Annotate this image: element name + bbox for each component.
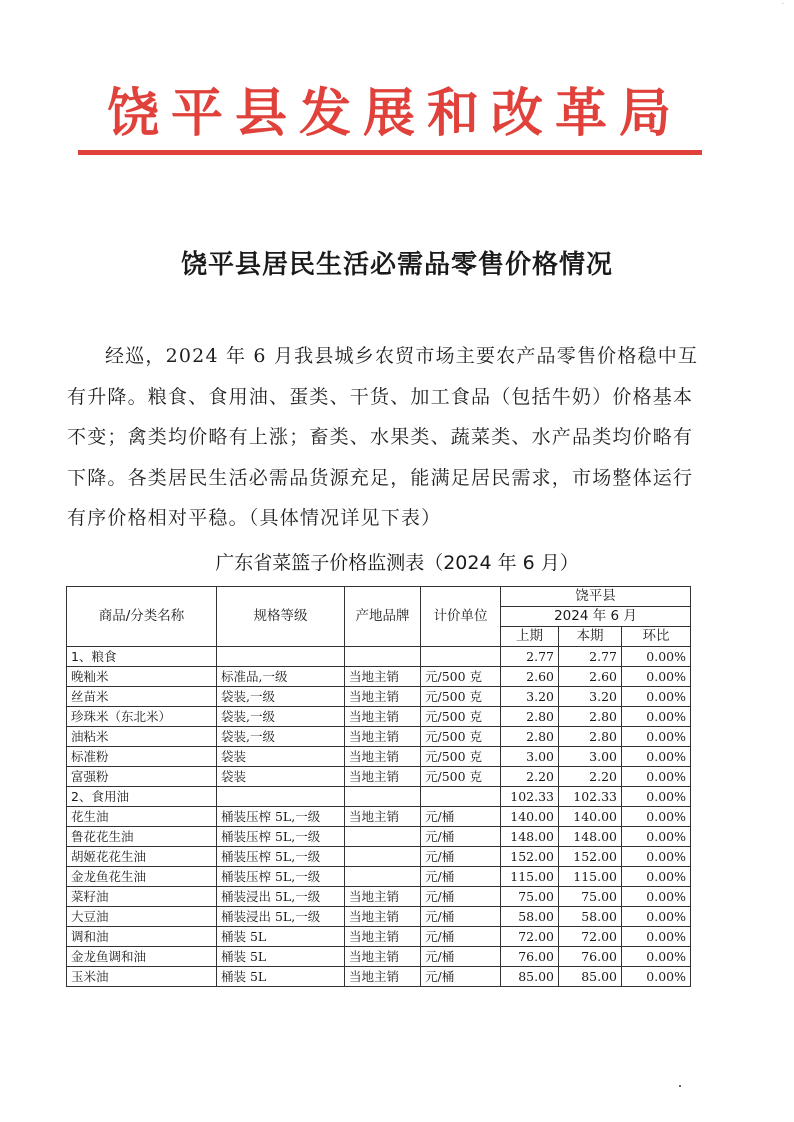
cell-unit: 元/桶 bbox=[421, 867, 501, 887]
cell-product: 油粘米 bbox=[67, 727, 217, 747]
cell-curr: 2.80 bbox=[559, 727, 622, 747]
table-row bbox=[67, 887, 691, 907]
cell-spec: 袋装 bbox=[217, 767, 345, 787]
table-body bbox=[67, 647, 691, 987]
table-title: 广东省菜篮子价格监测表（2024 年 6 月） bbox=[215, 552, 579, 574]
intro-paragraph: 经巡，2024 年 6 月我县城乡农贸市场主要农产品零售价格稳中互有升降。粮食、食用油、蛋类、干货、加工食品（包括牛奶）价格基本不变；禽类均价略有上涨；畜类、水果类、蔬菜类、水产品类均价略有下降。各类居民生活必需品货源充足，能满足居民需求，市场整体运行有序价格相对平稳。（具体情况详见下表） bbox=[67, 345, 699, 529]
table-row bbox=[67, 727, 691, 747]
letterhead-org-name: 饶平县发展和改革局 bbox=[106, 84, 683, 144]
cell-spec: 桶装 5L bbox=[217, 947, 345, 967]
cell-origin bbox=[345, 827, 421, 847]
cell-origin bbox=[345, 867, 421, 887]
cell-unit: 元/桶 bbox=[421, 847, 501, 867]
cell-spec: 桶装浸出 5L,一级 bbox=[217, 907, 345, 927]
cell-origin: 当地主销 bbox=[345, 707, 421, 727]
cell-unit: 元/500 克 bbox=[421, 667, 501, 687]
table-row bbox=[67, 967, 691, 987]
cell-ratio: 0.00% bbox=[622, 807, 691, 827]
table-row bbox=[67, 867, 691, 887]
cell-origin bbox=[345, 647, 421, 667]
cell-unit: 元/桶 bbox=[421, 967, 501, 987]
cell-curr: 2.80 bbox=[559, 707, 622, 727]
table-row bbox=[67, 707, 691, 727]
cell-spec: 桶装压榨 5L,一级 bbox=[217, 827, 345, 847]
header-unit: 计价单位 bbox=[421, 587, 501, 647]
cell-prev: 2.80 bbox=[501, 707, 559, 727]
cell-ratio: 0.00% bbox=[622, 827, 691, 847]
cell-prev: 115.00 bbox=[501, 867, 559, 887]
cell-curr: 140.00 bbox=[559, 807, 622, 827]
scan-speck bbox=[679, 1085, 681, 1087]
cell-unit: 元/500 克 bbox=[421, 727, 501, 747]
cell-ratio: 0.00% bbox=[622, 747, 691, 767]
cell-prev: 72.00 bbox=[501, 927, 559, 947]
cell-product: 1、粮食 bbox=[67, 647, 217, 667]
cell-product: 富强粉 bbox=[67, 767, 217, 787]
cell-curr: 2.60 bbox=[559, 667, 622, 687]
cell-curr: 148.00 bbox=[559, 827, 622, 847]
cell-curr: 2.77 bbox=[559, 647, 622, 667]
cell-unit: 元/桶 bbox=[421, 927, 501, 947]
cell-curr: 72.00 bbox=[559, 927, 622, 947]
cell-spec: 袋装 bbox=[217, 747, 345, 767]
cell-product: 珍珠米（东北米） bbox=[67, 707, 217, 727]
cell-product: 鲁花花生油 bbox=[67, 827, 217, 847]
cell-spec: 桶装 5L bbox=[217, 927, 345, 947]
cell-origin: 当地主销 bbox=[345, 947, 421, 967]
cell-prev: 102.33 bbox=[501, 787, 559, 807]
header-origin: 产地品牌 bbox=[345, 587, 421, 647]
cell-ratio: 0.00% bbox=[622, 687, 691, 707]
table-row bbox=[67, 927, 691, 947]
cell-product: 金龙鱼花生油 bbox=[67, 867, 217, 887]
table-row bbox=[67, 687, 691, 707]
document-title: 饶平县居民生活必需品零售价格情况 bbox=[180, 250, 613, 280]
cell-unit: 元/桶 bbox=[421, 887, 501, 907]
cell-prev: 140.00 bbox=[501, 807, 559, 827]
cell-spec: 袋装,一级 bbox=[217, 687, 345, 707]
cell-unit bbox=[421, 787, 501, 807]
table-row bbox=[67, 807, 691, 827]
cell-ratio: 0.00% bbox=[622, 967, 691, 987]
cell-curr: 85.00 bbox=[559, 967, 622, 987]
cell-unit: 元/500 克 bbox=[421, 687, 501, 707]
cell-product: 花生油 bbox=[67, 807, 217, 827]
cell-origin: 当地主销 bbox=[345, 907, 421, 927]
cell-product: 调和油 bbox=[67, 927, 217, 947]
cell-origin: 当地主销 bbox=[345, 967, 421, 987]
cell-ratio: 0.00% bbox=[622, 847, 691, 867]
cell-prev: 85.00 bbox=[501, 967, 559, 987]
cell-ratio: 0.00% bbox=[622, 647, 691, 667]
cell-ratio: 0.00% bbox=[622, 667, 691, 687]
cell-spec: 桶装压榨 5L,一级 bbox=[217, 867, 345, 887]
cell-ratio: 0.00% bbox=[622, 867, 691, 887]
cell-unit bbox=[421, 647, 501, 667]
cell-spec: 袋装,一级 bbox=[217, 707, 345, 727]
cell-curr: 3.00 bbox=[559, 747, 622, 767]
cell-spec: 桶装压榨 5L,一级 bbox=[217, 847, 345, 867]
cell-spec: 桶装浸出 5L,一级 bbox=[217, 887, 345, 907]
cell-prev: 2.80 bbox=[501, 727, 559, 747]
cell-product: 晚籼米 bbox=[67, 667, 217, 687]
cell-spec bbox=[217, 647, 345, 667]
cell-curr: 102.33 bbox=[559, 787, 622, 807]
header-product: 商品/分类名称 bbox=[67, 587, 217, 647]
cell-ratio: 0.00% bbox=[622, 707, 691, 727]
cell-spec: 标准品,一级 bbox=[217, 667, 345, 687]
cell-product: 玉米油 bbox=[67, 967, 217, 987]
table-row bbox=[67, 827, 691, 847]
cell-origin: 当地主销 bbox=[345, 667, 421, 687]
cell-prev: 152.00 bbox=[501, 847, 559, 867]
cell-origin: 当地主销 bbox=[345, 747, 421, 767]
cell-unit: 元/500 克 bbox=[421, 707, 501, 727]
cell-prev: 148.00 bbox=[501, 827, 559, 847]
cell-ratio: 0.00% bbox=[622, 927, 691, 947]
cell-product: 丝苗米 bbox=[67, 687, 217, 707]
cell-ratio: 0.00% bbox=[622, 727, 691, 747]
cell-origin: 当地主销 bbox=[345, 927, 421, 947]
header-prev: 上期 bbox=[501, 627, 559, 647]
cell-spec: 桶装压榨 5L,一级 bbox=[217, 807, 345, 827]
cell-prev: 75.00 bbox=[501, 887, 559, 907]
table-row bbox=[67, 847, 691, 867]
cell-unit: 元/桶 bbox=[421, 907, 501, 927]
cell-spec bbox=[217, 787, 345, 807]
cell-origin: 当地主销 bbox=[345, 687, 421, 707]
cell-origin bbox=[345, 847, 421, 867]
cell-ratio: 0.00% bbox=[622, 767, 691, 787]
cell-prev: 2.20 bbox=[501, 767, 559, 787]
header-region: 饶平县 bbox=[501, 587, 691, 607]
cell-product: 2、食用油 bbox=[67, 787, 217, 807]
header-curr: 本期 bbox=[559, 627, 622, 647]
cell-curr: 58.00 bbox=[559, 907, 622, 927]
price-monitoring-table bbox=[66, 586, 691, 987]
category-row bbox=[67, 787, 691, 807]
letterhead-rule bbox=[78, 150, 702, 155]
cell-curr: 152.00 bbox=[559, 847, 622, 867]
cell-ratio: 0.00% bbox=[622, 887, 691, 907]
cell-unit: 元/桶 bbox=[421, 827, 501, 847]
cell-product: 标准粉 bbox=[67, 747, 217, 767]
cell-spec: 桶装 5L bbox=[217, 967, 345, 987]
cell-ratio: 0.00% bbox=[622, 947, 691, 967]
cell-prev: 3.20 bbox=[501, 687, 559, 707]
cell-origin: 当地主销 bbox=[345, 807, 421, 827]
table-row bbox=[67, 747, 691, 767]
category-row bbox=[67, 647, 691, 667]
cell-product: 大豆油 bbox=[67, 907, 217, 927]
table-row bbox=[67, 767, 691, 787]
cell-ratio: 0.00% bbox=[622, 907, 691, 927]
cell-product: 菜籽油 bbox=[67, 887, 217, 907]
cell-prev: 2.77 bbox=[501, 647, 559, 667]
cell-unit: 元/桶 bbox=[421, 807, 501, 827]
header-ratio: 环比 bbox=[622, 627, 691, 647]
page-corner-mark: · bbox=[781, 0, 784, 8]
cell-origin bbox=[345, 787, 421, 807]
cell-origin: 当地主销 bbox=[345, 727, 421, 747]
cell-prev: 76.00 bbox=[501, 947, 559, 967]
cell-curr: 2.20 bbox=[559, 767, 622, 787]
cell-prev: 2.60 bbox=[501, 667, 559, 687]
cell-spec: 袋装,一级 bbox=[217, 727, 345, 747]
cell-curr: 3.20 bbox=[559, 687, 622, 707]
table-row bbox=[67, 667, 691, 687]
header-spec: 规格等级 bbox=[217, 587, 345, 647]
cell-prev: 58.00 bbox=[501, 907, 559, 927]
cell-unit: 元/桶 bbox=[421, 947, 501, 967]
cell-origin: 当地主销 bbox=[345, 767, 421, 787]
cell-curr: 115.00 bbox=[559, 867, 622, 887]
cell-product: 胡姬花花生油 bbox=[67, 847, 217, 867]
cell-unit: 元/500 克 bbox=[421, 747, 501, 767]
table-row bbox=[67, 947, 691, 967]
cell-product: 金龙鱼调和油 bbox=[67, 947, 217, 967]
cell-unit: 元/500 克 bbox=[421, 767, 501, 787]
cell-curr: 75.00 bbox=[559, 887, 622, 907]
cell-ratio: 0.00% bbox=[622, 787, 691, 807]
cell-prev: 3.00 bbox=[501, 747, 559, 767]
cell-curr: 76.00 bbox=[559, 947, 622, 967]
table-row bbox=[67, 907, 691, 927]
header-period: 2024 年 6 月 bbox=[501, 607, 691, 627]
cell-origin: 当地主销 bbox=[345, 887, 421, 907]
